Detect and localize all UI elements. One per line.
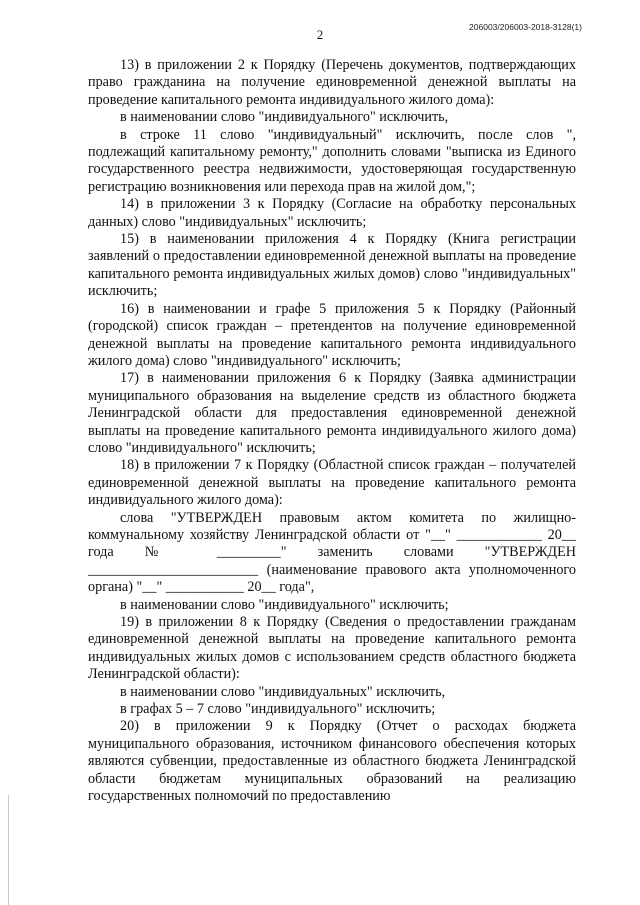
paragraph-18: 18) в приложении 7 к Порядку (Областной список граждан – получателей единовременной денежной выплаты на проведение капитального ремонта индивидуального жилого дома): — [88, 457, 576, 509]
page-number: 2 — [316, 27, 324, 42]
paragraph-18-item-words: слова "УТВЕРЖДЕН правовым актом комитета по жилищно-коммунальному хозяйству Ленинградской области от "__" ____________ 20__ года № _________" заменить словами "УТВЕРЖДЕН ________________________ (наименование правового акта уполномоченного органа) "__" ___________ 20__ года", — [88, 509, 576, 596]
scan-edge-line — [8, 795, 9, 905]
paragraph-19: 19) в приложении 8 к Порядку (Сведения о предоставлении гражданам единовременной денежной выплаты на проведение капитального ремонта индивидуальных жилых домов с использованием средств областного бюджета Ленинградской области): — [88, 614, 576, 683]
paragraph-13-item-row11: в строке 11 слово "индивидуальный" исключить, после слов ", подлежащий капитальному ремонту," дополнить словами "выписка из Единого государственного реестра недвижимости, удостоверяющая государственную регистрацию возникновения или перехода прав на жилой дом,"; — [88, 126, 576, 195]
paragraph-18-item-title: в наименовании слово "индивидуального" исключить; — [120, 596, 449, 613]
paragraph-13: 13) в приложении 2 к Порядку (Перечень документов, подтверждающих право гражданина на получение единовременной денежной выплаты на проведение капитального ремонта индивидуального жилого дома): — [88, 57, 576, 108]
paragraph-16: 16) в наименовании и графе 5 приложения 5 к Порядку (Районный (городской) список граждан – претендентов на получение единовременной денежной выплаты на проведение капитального ремонта индивидуального жилого дома) слово "индивидуального" исключить; — [88, 300, 576, 369]
paragraph-13-item-title: в наименовании слово "индивидуального" исключить, — [120, 109, 449, 126]
document-body — [88, 57, 576, 805]
paragraph-20: 20) в приложении 9 к Порядку (Отчет о расходах бюджета муниципального образования, источником финансового обеспечения которых являются субвенции, предоставленные из областного бюджета Ленинградской области бюджетам муниципальных образований на реализацию государственных полномочий по предоставлению — [88, 718, 576, 805]
paragraph-14: 14) в приложении 3 к Порядку (Согласие на обработку персональных данных) слово "индивидуальных" исключить; — [88, 196, 576, 230]
paragraph-15: 15) в наименовании приложения 4 к Порядку (Книга регистрации заявлений о предоставлении единовременной денежной выплаты на проведение капитального ремонта индивидуальных жилых домов) слово "индивидуальных" исключить; — [88, 231, 576, 300]
document-id: 206003/206003-2018-3128(1) — [469, 22, 582, 32]
paragraph-19-item-title: в наименовании слово "индивидуальных" исключить, — [120, 683, 446, 700]
paragraph-19-item-columns: в графах 5 – 7 слово "индивидуального" исключить; — [120, 701, 436, 718]
paragraph-17: 17) в наименовании приложения 6 к Порядку (Заявка администрации муниципального образования на выделение средств из областного бюджета Ленинградской области для предоставления единовременной денежной выплаты на проведение капитального ремонта индивидуального жилого дома) слово "индивидуального" исключить; — [88, 370, 576, 456]
